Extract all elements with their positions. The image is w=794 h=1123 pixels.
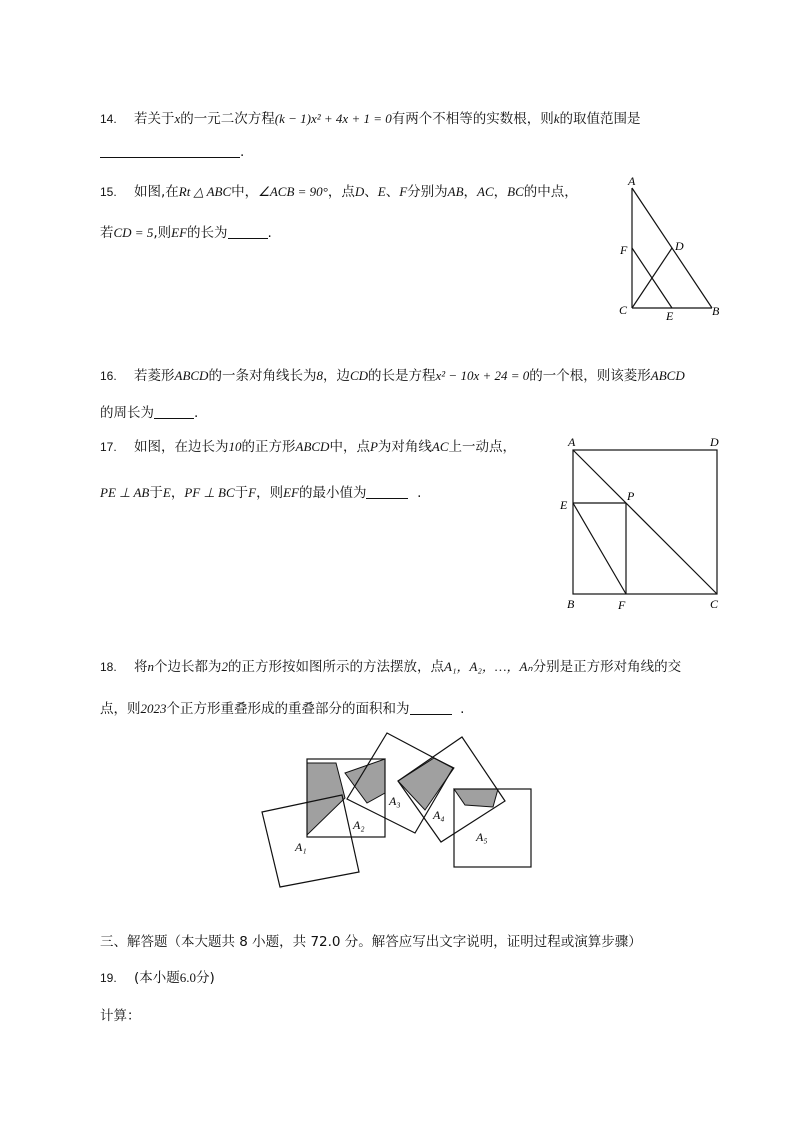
q17-text-h: ，则 <box>256 485 284 501</box>
q16-text-e: 的一个根，则该菱形 <box>529 368 651 384</box>
question-14-line1 <box>100 107 641 127</box>
q18-text-c: 的正方形按如图所示的方法摆放，点 <box>228 659 444 675</box>
q17-text-i: 的最小值为 <box>298 485 367 501</box>
q17-length: 10 <box>228 439 242 454</box>
q17-seg: EF <box>283 485 299 500</box>
q17-square: ABCD <box>295 439 330 454</box>
overlap-3 <box>398 758 454 810</box>
q15-sep3: ， <box>463 184 478 200</box>
q17-point-p: P <box>369 439 378 454</box>
q17-square-figure <box>555 432 735 617</box>
answer-blank[interactable] <box>366 486 408 499</box>
q14-text-a: 若关于 <box>134 111 175 127</box>
answer-blank[interactable] <box>154 406 194 419</box>
q15-triangle: Rt △ ABC <box>178 184 232 199</box>
q15-seg-ac: AC <box>477 184 494 199</box>
q17-condition2: PF ⊥ BC <box>184 485 235 500</box>
q14-equation: (k − 1)x² + 4x + 1 = 0 <box>274 111 392 126</box>
label-p: P <box>627 489 635 503</box>
section-3-heading <box>100 930 642 950</box>
q15-condition: CD = 5 <box>113 225 154 240</box>
q18-text-a: 将 <box>134 659 148 675</box>
question-15-line2 <box>100 221 272 241</box>
label-a5: A₅ <box>476 830 488 844</box>
q18-text-b: 个边长都为 <box>154 659 222 675</box>
q17-text-a: 如图，在边长为 <box>134 439 229 455</box>
q14-text-d: 的取值范围是 <box>559 111 641 127</box>
q15-seg-bc: BC <box>507 184 524 199</box>
label-f: F <box>618 598 626 612</box>
q16-side: CD <box>349 368 369 383</box>
q15-sep4: ， <box>493 184 508 200</box>
q15-sep2: 、 <box>385 184 400 200</box>
q16-text-a: 若菱形 <box>134 368 175 384</box>
q16-equation: x² − 10x + 24 = 0 <box>435 368 530 383</box>
question-14-line2 <box>100 144 244 160</box>
question-17-line1 <box>100 435 516 455</box>
label-a1: A₁ <box>295 840 307 854</box>
q15-text-g: ,则 <box>153 225 172 241</box>
q17-text-f: 于 <box>149 485 163 501</box>
question-number: 15. <box>100 185 117 199</box>
q15-text-c: ，点 <box>327 184 355 200</box>
q17-e: E <box>162 485 171 500</box>
q14-var-k: k <box>553 111 560 126</box>
q17-end: . <box>417 485 422 501</box>
q15-end: . <box>267 225 272 241</box>
label-a3: A₃ <box>389 794 401 808</box>
q15-point-e: E <box>377 184 386 199</box>
q18-count: 2023 <box>140 701 167 716</box>
q19-calc-label: 计算： <box>100 1008 141 1024</box>
question-17-line2 <box>100 481 421 501</box>
overlap-4 <box>454 789 498 807</box>
q17-text-g: 于 <box>234 485 249 501</box>
q15-text-h: 的长为 <box>187 225 228 241</box>
question-number: 18. <box>100 660 117 674</box>
q15-point-f: F <box>399 184 408 199</box>
q17-text-c: 中，点 <box>329 439 370 455</box>
q15-point-d: D <box>354 184 365 199</box>
q18-points: A₁，A₂，…，Aₙ <box>444 659 533 674</box>
question-15-line1 <box>100 180 578 200</box>
label-d: D <box>710 435 719 449</box>
q15-text-f: 若 <box>100 225 114 241</box>
q17-condition1: PE ⊥ AB <box>100 485 150 500</box>
q15-text-e: 的中点， <box>523 184 578 200</box>
question-number: 19. <box>100 971 117 985</box>
question-19-header <box>100 966 215 986</box>
question-number: 16. <box>100 369 117 383</box>
q16-text-b: 的一条对角线长为 <box>208 368 317 384</box>
question-18-line2 <box>100 697 464 717</box>
label-e: E <box>560 498 568 512</box>
q16-text-d: 的长是方程 <box>368 368 436 384</box>
q16-end: . <box>194 405 199 421</box>
answer-blank[interactable] <box>228 226 268 239</box>
label-e: E <box>666 309 674 323</box>
label-d: D <box>675 239 684 253</box>
q18-text-f: 个正方形重叠形成的重叠部分的面积和为 <box>166 701 410 717</box>
q17-text-e: 上一动点， <box>448 439 517 455</box>
question-number: 14. <box>100 112 117 126</box>
q16-diagonal: 8 <box>316 368 323 383</box>
q15-text-b: 中， <box>231 184 259 200</box>
question-16-line1 <box>100 364 685 384</box>
q18-end: . <box>460 701 465 717</box>
label-b: B <box>567 597 575 611</box>
label-a: A <box>568 435 576 449</box>
label-a4: A₄ <box>433 808 445 822</box>
q17-text-d: 为对角线 <box>377 439 432 455</box>
segment-ef <box>573 503 626 594</box>
q15-seg-ef: EF <box>171 225 188 240</box>
label-b: B <box>712 304 720 318</box>
question-16-line2 <box>100 401 198 421</box>
q15-sep1: 、 <box>364 184 378 200</box>
q14-var-x: x <box>174 111 181 126</box>
q14-end: . <box>240 144 245 160</box>
q18-text-e: 点，则 <box>100 701 141 717</box>
q15-seg-ab: AB <box>447 184 464 199</box>
q14-text-c: 有两个不相等的实数根，则 <box>391 111 554 127</box>
label-c: C <box>619 303 628 317</box>
q16-rhombus2: ABCD <box>650 368 685 383</box>
q17-diagonal: AC <box>431 439 449 454</box>
q14-text-b: 的一元二次方程 <box>180 111 275 127</box>
q16-text-c: ，边 <box>322 368 350 384</box>
q19-open: (本小题 <box>134 970 180 986</box>
q19-score: 6.0 <box>179 970 197 985</box>
q15-triangle-figure <box>612 170 732 325</box>
q18-side: 2 <box>221 659 228 674</box>
answer-blank[interactable] <box>410 702 452 715</box>
label-f: F <box>620 243 628 257</box>
diagonal-ac <box>573 450 717 594</box>
q15-angle: ∠ACB = 90° <box>258 184 328 199</box>
q15-text-a: 如图,在 <box>134 184 179 200</box>
q18-text-d: 分别是正方形对角线的交 <box>532 659 682 675</box>
question-18-line1 <box>100 655 681 675</box>
question-19-body <box>100 1004 141 1024</box>
label-a2: A₂ <box>353 818 365 832</box>
q17-sep: ， <box>170 485 185 501</box>
q16-rhombus: ABCD <box>174 368 209 383</box>
section-3-title: 三、解答题（本大题共 8 小题，共 72.0 分。解答应写出文字说明，证明过程或演算步骤） <box>100 934 642 950</box>
q18-squares-figure <box>255 725 540 895</box>
q17-text-b: 的正方形 <box>241 439 296 455</box>
answer-blank[interactable] <box>100 145 240 158</box>
q18-n: n <box>147 659 154 674</box>
q16-text-f: 的周长为 <box>100 405 154 421</box>
q19-close: 分) <box>196 970 215 986</box>
overlap-2 <box>345 759 385 803</box>
label-a: A <box>628 174 636 188</box>
q17-f: F <box>248 485 257 500</box>
label-c: C <box>710 597 719 611</box>
question-number: 17. <box>100 440 117 454</box>
q15-text-d: 分别为 <box>407 184 448 200</box>
